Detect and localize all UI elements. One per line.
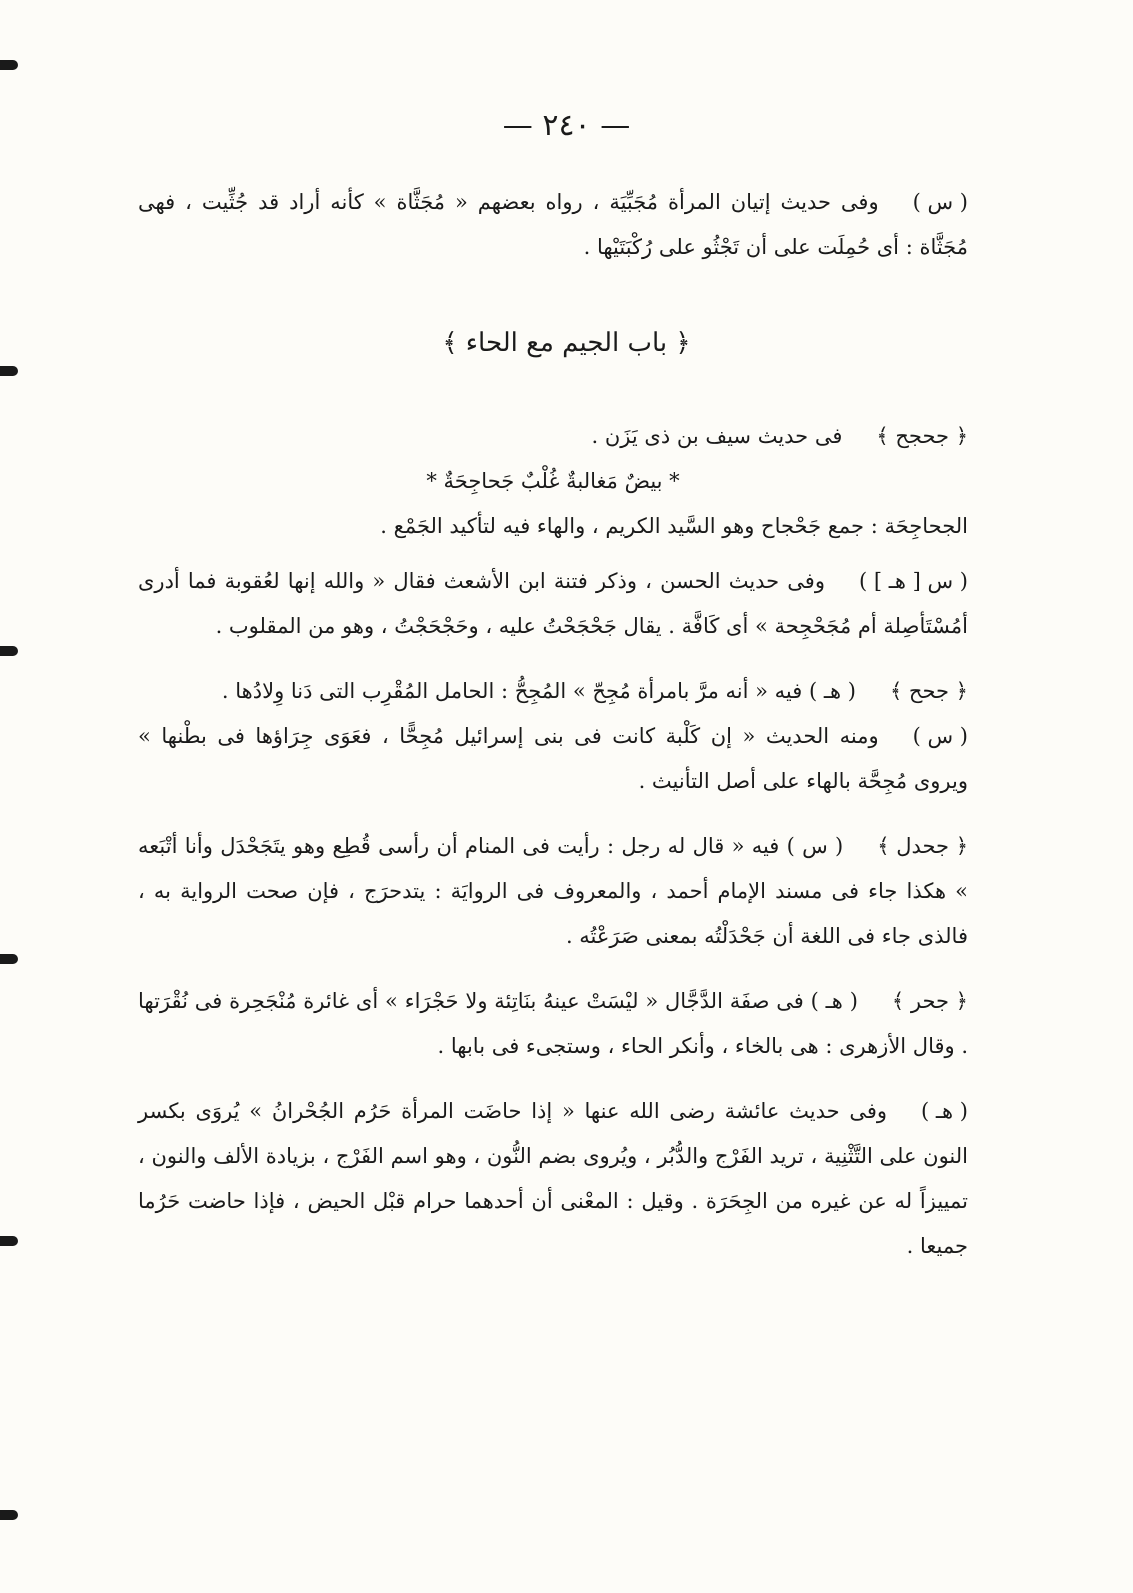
entry-text: ( هـ ) فى صفَة الدَّجَّال « ليْسَتْ عينهُ بنَاتِئة ولا حَجْرَاء » أى غائرة مُنْجَحِرة فى نُقْرَتها . وقال الأزهرى : هى بالخاء ، وأنكر الحاء ، وستجىء فى بابها . [138, 989, 968, 1058]
scan-edge-mark [0, 954, 18, 964]
entry [138, 504, 968, 549]
entry-sigil: ( س [ هـ ] ) [858, 569, 968, 593]
scan-edge-mark [0, 366, 18, 376]
entry-sigil: ﴿ جحر ﴾ [891, 989, 968, 1013]
entry-list [138, 414, 968, 1269]
entry [138, 1089, 968, 1269]
entry [138, 714, 968, 804]
scan-edge-mark [0, 646, 18, 656]
entry [138, 414, 968, 459]
scan-edge-mark [0, 60, 18, 70]
entry-text: وفى حديث عائشة رضى الله عنها « إذا حاضَت المرأة حَرُم الجُحْرانُ » يُروَى بكسر النون على التَّثْنِية ، تريد الفَرْج والدُّبُر ، ويُروى بضم النُّون ، وهو اسم الفَرْج ، بزيادة الألف والنون ، تمييزاً له عن غيره من الجِحَرَة . وقيل : المعْنى أن أحدهما حرام قبْل الحيض ، فإذا حاضت حَرُما جميعا . [138, 1099, 968, 1258]
entry [138, 824, 968, 959]
entry-sigil: ( هـ ) [921, 1099, 968, 1123]
entry-text: وفى حديث إتيان المرأة مُجَبِّيَة ، رواه بعضهم « مُجَثَّاة » كأنه أراد قد جُثِّيت ، فهى مُجَثَّاة : أى حُمِلَت على أن تَجْثُو على رُكْبَتَيْها . [138, 190, 968, 259]
entry-text: ( س ) فيه « قال له رجل : رأيت فى المنام أن رأسى قُطِع وهو يتَجَحْدَل وأنا أتْبَعه » هكذا جاء فى مسند الإمام أحمد ، والمعروف فى الروايَة : يتدحرَج ، فإن صحت الرواية به ، فالذى جاء فى اللغة أن جَحْدَلْتُه بمعنى صَرَعْتُه . [138, 834, 968, 948]
entry-text: فى حديث سيف بن ذى يَزَن . [591, 424, 843, 448]
entry-text: ومنه الحديث « إن كَلْبة كانت فى بنى إسرائيل مُجِحًّا ، فعَوَى جِرَاؤها فى بطْنها » ويروى مُجِحَّة بالهاء على أصل التأنيث . [138, 724, 968, 793]
entry-sigil: ﴿ جحجح ﴾ [876, 424, 968, 448]
entry-text: ( هـ ) فيه « أنه مرَّ بامرأة مُجِحّ » المُجِحُّ : الحامل المُقْرِب التى دَنا وِلادُها . [221, 679, 856, 703]
entry-sigil: ( س ) [912, 724, 968, 748]
entry-sigil: ﴿ جحح ﴾ [889, 679, 968, 703]
scan-edge-mark [0, 1236, 18, 1246]
entry [138, 979, 968, 1069]
scan-edge-mark [0, 1510, 18, 1520]
entry [138, 669, 968, 714]
section-heading: ﴿ باب الجيم مع الحاء ﴾ [442, 328, 691, 358]
page-number: — ٢٤٠ — [502, 108, 631, 143]
entry-text: وفى حديث الحسن ، وذكر فتنة ابن الأشعث فقال « والله إنها لعُقوبة فما أدرى أمُسْتَأصِلة أم مُجَحْجِحة » أى كَافَّة . يقال جَحْجَحْتُ عليه ، وحَجْحَجْتُ ، وهو من المقلوب . [138, 569, 968, 638]
entry-text: الجحاجِحَة : جمع جَحْجاح وهو السَّيد الكريم ، والهاء فيه لتأكيد الجَمْع . [380, 514, 968, 538]
entry [138, 459, 968, 504]
entry [138, 559, 968, 649]
entry-sigil: ( س ) [912, 190, 968, 214]
intro-paragraph [138, 180, 968, 270]
entry-sigil: ﴿ جحدل ﴾ [877, 834, 968, 858]
entry-text: * بيضٌ مَغالبةٌ غُلْبٌ جَحاجِحَةٌ * [426, 469, 680, 493]
